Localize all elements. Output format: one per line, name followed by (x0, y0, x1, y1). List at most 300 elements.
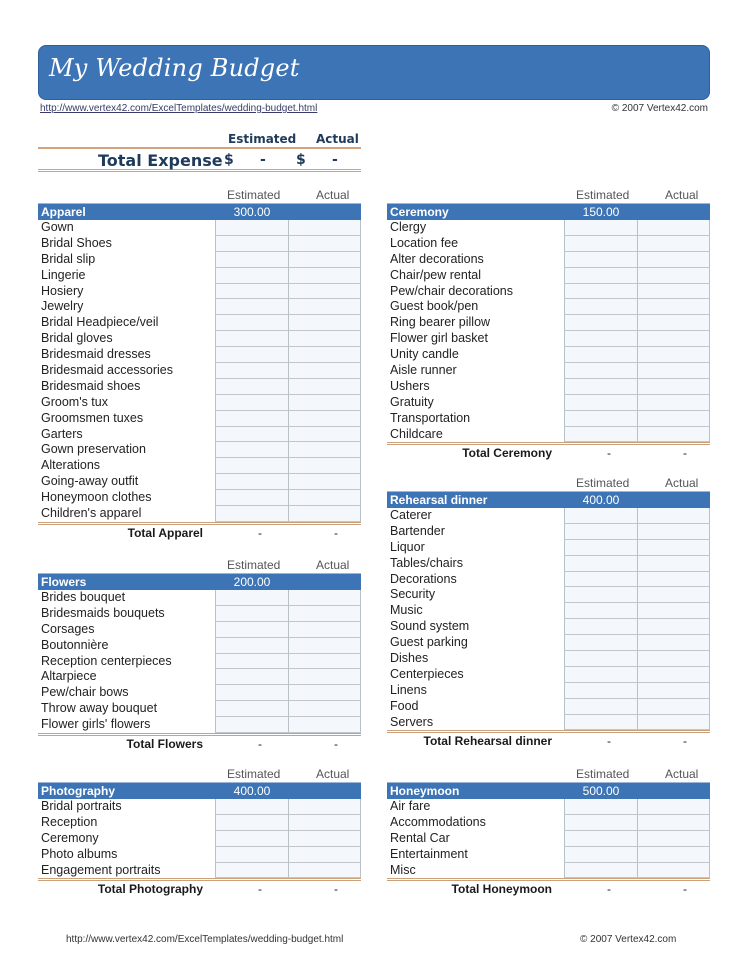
category-total-actual: - (334, 737, 338, 752)
estimated-cell[interactable] (215, 411, 288, 427)
actual-cell[interactable] (637, 540, 710, 556)
estimated-cell[interactable] (564, 252, 637, 268)
item-label: Pew/chair bows (41, 685, 129, 700)
item-label: Bartender (390, 523, 445, 538)
category-total-actual: - (683, 882, 687, 897)
estimated-cell[interactable] (215, 506, 288, 522)
category-header (38, 573, 361, 590)
actual-cell[interactable] (637, 683, 710, 699)
estimated-column-label: Estimated (227, 558, 281, 572)
item-label: Bridal slip (41, 251, 96, 266)
table-row (38, 847, 361, 863)
estimated-cell[interactable] (215, 622, 288, 638)
table-row (38, 799, 361, 815)
category-total-label: Total Flowers (126, 737, 203, 752)
estimated-cell[interactable] (564, 715, 637, 731)
item-label: Jewelry (41, 299, 84, 314)
estimated-cell[interactable] (215, 490, 288, 506)
item-label: Throw away bouquet (41, 701, 158, 716)
estimated-cell[interactable] (564, 524, 637, 540)
estimated-cell[interactable] (215, 427, 288, 443)
actual-cell[interactable] (637, 411, 710, 427)
category-total-estimated: - (607, 734, 611, 749)
estimated-column-label: Estimated (576, 476, 630, 490)
section-photography (38, 767, 361, 895)
actual-cell[interactable] (288, 622, 361, 638)
item-label: Honeymoon clothes (41, 490, 152, 505)
table-row (387, 635, 710, 651)
table-row (38, 490, 361, 506)
actual-cell[interactable] (637, 603, 710, 619)
category-name: Apparel (41, 205, 86, 219)
category-total-actual: - (683, 446, 687, 461)
item-label: Flower girl basket (390, 331, 488, 346)
category-header (38, 782, 361, 799)
category-name: Ceremony (390, 205, 449, 219)
template-link[interactable]: http://www.vertex42.com/ExcelTemplates/wedding-budget.html (40, 103, 318, 114)
actual-cell[interactable] (637, 284, 710, 300)
category-name: Rehearsal dinner (390, 493, 488, 507)
actual-cell[interactable] (288, 490, 361, 506)
item-label: Security (390, 587, 436, 602)
actual-cell[interactable] (288, 863, 361, 879)
category-budget[interactable]: 300.00 (233, 205, 271, 219)
estimated-cell[interactable] (215, 315, 288, 331)
actual-cell[interactable] (637, 715, 710, 731)
item-label: Bridesmaids bouquets (41, 605, 165, 620)
item-label: Decorations (390, 571, 457, 586)
category-total-row (38, 733, 361, 750)
actual-cell[interactable] (288, 363, 361, 379)
table-row (387, 667, 710, 683)
column-headers (387, 476, 710, 491)
actual-cell[interactable] (288, 685, 361, 701)
category-total-label: Total Ceremony (462, 446, 552, 461)
category-total-label: Total Apparel (127, 525, 203, 540)
actual-cell[interactable] (637, 587, 710, 603)
actual-cell[interactable] (637, 556, 710, 572)
table-row (387, 831, 710, 847)
actual-cell[interactable] (288, 284, 361, 300)
estimated-cell[interactable] (564, 635, 637, 651)
category-budget[interactable]: 200.00 (233, 575, 271, 589)
estimated-cell[interactable] (215, 395, 288, 411)
actual-cell[interactable] (288, 654, 361, 670)
actual-cell[interactable] (637, 815, 710, 831)
item-label: Clergy (390, 220, 427, 234)
estimated-cell[interactable] (215, 654, 288, 670)
actual-column-label: Actual (665, 188, 699, 202)
estimated-cell[interactable] (564, 815, 637, 831)
estimated-cell[interactable] (215, 638, 288, 654)
category-budget[interactable]: 400.00 (582, 493, 620, 507)
estimated-cell[interactable] (564, 347, 637, 363)
table-row (38, 474, 361, 490)
item-label: Gratuity (390, 394, 434, 409)
table-row (38, 606, 361, 622)
estimated-column-label: Estimated (227, 188, 281, 202)
item-label: Boutonnière (41, 637, 109, 652)
category-total-row (387, 878, 710, 895)
item-label: Guest book/pen (390, 299, 479, 314)
table-row (38, 284, 361, 300)
actual-cell[interactable] (288, 506, 361, 522)
item-label: Gown (41, 220, 74, 234)
estimated-cell[interactable] (564, 427, 637, 443)
estimated-cell[interactable] (215, 458, 288, 474)
item-list (38, 220, 361, 522)
table-row (38, 331, 361, 347)
actual-cell[interactable] (288, 847, 361, 863)
item-label: Chair/pew rental (390, 267, 482, 282)
actual-cell[interactable] (637, 331, 710, 347)
table-row (387, 556, 710, 572)
actual-cell[interactable] (288, 299, 361, 315)
table-row (38, 685, 361, 701)
footer-link[interactable]: http://www.vertex42.com/ExcelTemplates/wedding-budget.html (66, 934, 344, 945)
estimated-cell[interactable] (564, 572, 637, 588)
item-label: Garters (41, 426, 83, 441)
actual-cell[interactable] (288, 815, 361, 831)
estimated-column-label: Estimated (227, 767, 281, 781)
category-name: Honeymoon (390, 784, 460, 798)
estimated-cell[interactable] (564, 395, 637, 411)
actual-cell[interactable] (637, 847, 710, 863)
estimated-cell[interactable] (215, 799, 288, 815)
estimated-cell[interactable] (215, 299, 288, 315)
estimated-cell[interactable] (564, 683, 637, 699)
total-expense-row (38, 147, 361, 172)
table-row (38, 701, 361, 717)
column-headers (38, 767, 361, 782)
estimated-cell[interactable] (564, 331, 637, 347)
section-rehearsal-dinner (387, 476, 710, 747)
estimated-cell[interactable] (564, 603, 637, 619)
actual-column-label: Actual (665, 476, 699, 490)
actual-cell[interactable] (288, 701, 361, 717)
item-label: Bridal Headpiece/veil (41, 315, 159, 330)
actual-cell[interactable] (288, 220, 361, 236)
actual-cell[interactable] (637, 395, 710, 411)
actual-column-label: Actual (316, 767, 350, 781)
estimated-cell[interactable] (564, 540, 637, 556)
actual-cell[interactable] (637, 427, 710, 443)
item-label: Bridal Shoes (41, 235, 112, 250)
total-estimated-value: - (260, 152, 266, 168)
actual-cell[interactable] (637, 252, 710, 268)
total-expense-label: Total Expense (98, 151, 223, 170)
estimated-cell[interactable] (215, 701, 288, 717)
estimated-cell[interactable] (564, 299, 637, 315)
actual-cell[interactable] (288, 831, 361, 847)
estimated-cell[interactable] (215, 685, 288, 701)
estimated-cell[interactable] (564, 220, 637, 236)
actual-cell[interactable] (637, 572, 710, 588)
table-row (387, 603, 710, 619)
table-row (387, 299, 710, 315)
item-label: Gown preservation (41, 442, 146, 457)
estimated-cell[interactable] (564, 284, 637, 300)
item-label: Centerpieces (390, 666, 464, 681)
category-total-estimated: - (258, 882, 262, 897)
table-row (387, 284, 710, 300)
item-label: Sound system (390, 619, 470, 634)
estimated-cell[interactable] (564, 587, 637, 603)
table-row (38, 347, 361, 363)
actual-cell[interactable] (288, 427, 361, 443)
category-name: Flowers (41, 575, 87, 589)
actual-cell[interactable] (288, 331, 361, 347)
actual-cell[interactable] (288, 379, 361, 395)
estimated-cell[interactable] (564, 847, 637, 863)
item-label: Servers (390, 714, 434, 729)
table-row (387, 236, 710, 252)
actual-cell[interactable] (288, 315, 361, 331)
column-headers (38, 188, 361, 203)
estimated-cell[interactable] (564, 315, 637, 331)
actual-cell[interactable] (288, 474, 361, 490)
table-row (387, 847, 710, 863)
copyright-text: © 2007 Vertex42.com (611, 103, 708, 114)
estimated-cell[interactable] (215, 220, 288, 236)
estimated-cell[interactable] (215, 717, 288, 733)
section-honeymoon (387, 767, 710, 895)
item-list (38, 590, 361, 733)
table-row (387, 427, 710, 443)
item-label: Ring bearer pillow (390, 315, 491, 330)
category-total-actual: - (683, 734, 687, 749)
item-label: Groomsmen tuxes (41, 410, 144, 425)
estimated-cell[interactable] (564, 379, 637, 395)
estimated-cell[interactable] (564, 268, 637, 284)
estimated-cell[interactable] (215, 252, 288, 268)
category-header (387, 203, 710, 220)
table-row (387, 379, 710, 395)
table-row (387, 799, 710, 815)
item-label: Pew/chair decorations (390, 283, 513, 298)
estimated-cell[interactable] (564, 508, 637, 524)
item-label: Unity candle (390, 347, 459, 362)
item-label: Going-away outfit (41, 474, 139, 489)
item-label: Childcare (390, 426, 443, 441)
actual-cell[interactable] (637, 699, 710, 715)
actual-cell[interactable] (288, 669, 361, 685)
summary-actual-label: Actual (316, 132, 359, 146)
section-apparel (38, 188, 361, 539)
actual-cell[interactable] (288, 442, 361, 458)
estimated-cell[interactable] (564, 619, 637, 635)
estimated-cell[interactable] (215, 863, 288, 879)
table-row (38, 427, 361, 443)
estimated-currency: $ (224, 152, 234, 168)
estimated-cell[interactable] (215, 347, 288, 363)
category-budget[interactable]: 150.00 (582, 205, 620, 219)
table-row (387, 683, 710, 699)
actual-cell[interactable] (637, 268, 710, 284)
item-label: Food (390, 698, 419, 713)
actual-cell[interactable] (637, 799, 710, 815)
estimated-cell[interactable] (215, 847, 288, 863)
category-header (387, 782, 710, 799)
estimated-cell[interactable] (564, 556, 637, 572)
actual-cell[interactable] (637, 315, 710, 331)
estimated-cell[interactable] (564, 411, 637, 427)
actual-currency: $ (296, 152, 306, 168)
category-total-actual: - (334, 525, 338, 540)
item-label: Brides bouquet (41, 590, 126, 604)
item-label: Air fare (390, 799, 431, 813)
estimated-cell[interactable] (215, 606, 288, 622)
category-total-label: Total Photography (97, 882, 203, 897)
category-total-row (387, 730, 710, 747)
item-label: Groom's tux (41, 394, 108, 409)
category-total-actual: - (334, 882, 338, 897)
table-row (387, 315, 710, 331)
item-label: Reception (41, 814, 98, 829)
item-label: Children's apparel (41, 506, 142, 521)
actual-cell[interactable] (288, 236, 361, 252)
table-row (38, 590, 361, 606)
estimated-cell[interactable] (215, 474, 288, 490)
estimated-cell[interactable] (215, 669, 288, 685)
actual-cell[interactable] (637, 635, 710, 651)
item-label: Dishes (390, 651, 429, 666)
actual-cell[interactable] (288, 252, 361, 268)
actual-cell[interactable] (288, 395, 361, 411)
actual-cell[interactable] (288, 638, 361, 654)
table-row (387, 268, 710, 284)
estimated-cell[interactable] (215, 363, 288, 379)
estimated-cell[interactable] (564, 363, 637, 379)
estimated-cell[interactable] (215, 831, 288, 847)
item-label: Rental Car (390, 830, 450, 845)
table-row (387, 815, 710, 831)
table-row (38, 506, 361, 522)
table-row (387, 572, 710, 588)
table-row (387, 715, 710, 731)
actual-cell[interactable] (637, 863, 710, 879)
item-label: Accommodations (390, 814, 486, 829)
estimated-cell[interactable] (215, 590, 288, 606)
category-header (38, 203, 361, 220)
table-row (387, 347, 710, 363)
actual-cell[interactable] (637, 236, 710, 252)
actual-cell[interactable] (288, 268, 361, 284)
estimated-cell[interactable] (215, 268, 288, 284)
actual-cell[interactable] (637, 619, 710, 635)
column-headers (38, 558, 361, 573)
actual-cell[interactable] (637, 363, 710, 379)
actual-cell[interactable] (637, 508, 710, 524)
item-label: Bridal portraits (41, 799, 122, 813)
table-row (38, 638, 361, 654)
item-label: Guest parking (390, 635, 468, 650)
category-header (387, 491, 710, 508)
item-label: Tables/chairs (390, 555, 463, 570)
actual-cell[interactable] (637, 831, 710, 847)
item-label: Linens (390, 682, 427, 697)
actual-cell[interactable] (288, 411, 361, 427)
table-row (38, 863, 361, 879)
actual-cell[interactable] (288, 717, 361, 733)
category-total-label: Total Honeymoon (451, 882, 552, 897)
table-row (38, 411, 361, 427)
actual-cell[interactable] (637, 299, 710, 315)
estimated-cell[interactable] (215, 815, 288, 831)
item-label: Ceremony (41, 830, 99, 845)
actual-cell[interactable] (288, 347, 361, 363)
actual-cell[interactable] (637, 379, 710, 395)
total-expense-summary (38, 132, 361, 172)
category-budget[interactable]: 500.00 (582, 784, 620, 798)
actual-column-label: Actual (316, 188, 350, 202)
table-row (38, 831, 361, 847)
page-title: My Wedding Budget (49, 54, 300, 82)
item-label: Flower girls' flowers (41, 717, 151, 732)
table-row (38, 252, 361, 268)
actual-cell[interactable] (288, 606, 361, 622)
item-label: Engagement portraits (41, 862, 161, 877)
item-label: Music (390, 603, 423, 618)
section-ceremony (387, 188, 710, 459)
table-row (387, 363, 710, 379)
actual-cell[interactable] (288, 590, 361, 606)
estimated-cell[interactable] (215, 442, 288, 458)
category-total-estimated: - (258, 525, 262, 540)
item-label: Transportation (390, 410, 471, 425)
estimated-cell[interactable] (564, 699, 637, 715)
estimated-cell[interactable] (564, 863, 637, 879)
actual-cell[interactable] (637, 667, 710, 683)
item-label: Altarpiece (41, 669, 97, 684)
table-row (387, 252, 710, 268)
estimated-cell[interactable] (215, 379, 288, 395)
actual-cell[interactable] (288, 458, 361, 474)
category-budget[interactable]: 400.00 (233, 784, 271, 798)
table-row (38, 363, 361, 379)
actual-cell[interactable] (637, 651, 710, 667)
table-row (38, 315, 361, 331)
estimated-cell[interactable] (564, 799, 637, 815)
item-label: Liquor (390, 539, 425, 554)
estimated-cell[interactable] (215, 331, 288, 347)
actual-column-label: Actual (316, 558, 350, 572)
estimated-cell[interactable] (564, 651, 637, 667)
category-total-estimated: - (607, 446, 611, 461)
table-row (387, 508, 710, 524)
item-label: Hosiery (41, 283, 84, 298)
category-total-estimated: - (258, 737, 262, 752)
actual-cell[interactable] (637, 347, 710, 363)
section-flowers (38, 558, 361, 750)
item-label: Ushers (390, 378, 430, 393)
column-headers (387, 767, 710, 782)
actual-cell[interactable] (288, 799, 361, 815)
estimated-cell[interactable] (564, 236, 637, 252)
item-label: Reception centerpieces (41, 653, 172, 668)
table-row (38, 458, 361, 474)
table-row (38, 395, 361, 411)
item-label: Aisle runner (390, 363, 457, 378)
item-label: Entertainment (390, 846, 468, 861)
estimated-cell[interactable] (564, 667, 637, 683)
estimated-cell[interactable] (215, 284, 288, 300)
actual-cell[interactable] (637, 220, 710, 236)
estimated-cell[interactable] (215, 236, 288, 252)
estimated-cell[interactable] (564, 831, 637, 847)
actual-cell[interactable] (637, 524, 710, 540)
table-row (387, 863, 710, 879)
